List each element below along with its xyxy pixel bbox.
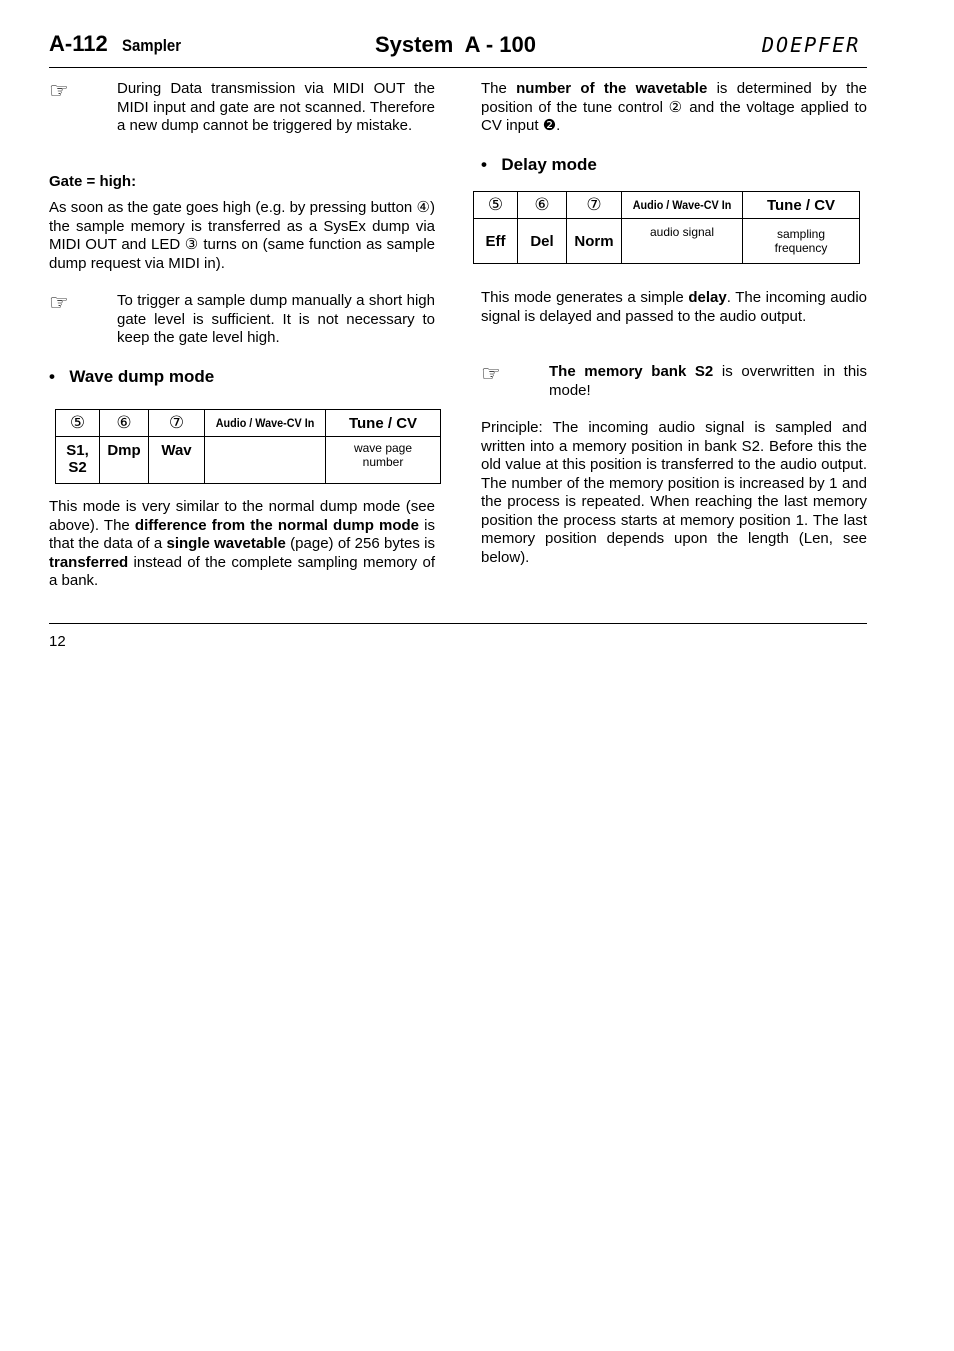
cell-switch5: S1, S2 xyxy=(56,437,100,484)
gate-heading: Gate = high: xyxy=(49,173,137,190)
module-name: Sampler xyxy=(122,36,182,55)
cell-audio xyxy=(205,437,326,484)
brand-logo: DOEPFER xyxy=(762,33,861,57)
note-midi-out: During Data transmission via MIDI OUT the MIDI input and gate are not scanned. Therefore a new dump cannot be triggered by mistake. xyxy=(117,80,435,134)
wave-dump-text: This mode is very similar to the normal dump mode (see above). The difference from the normal dump mode is that the data of a single wavetable (page) of 256 bytes is transferred instead of the complete sampling memory of a bank. xyxy=(49,498,436,589)
header-rule xyxy=(49,67,867,68)
wave-dump-label: Wave dump mode xyxy=(69,367,215,386)
page-number: 12 xyxy=(49,633,66,650)
col-header-7: ⑦ xyxy=(149,410,205,437)
col-header-6: ⑥ xyxy=(518,192,567,219)
col-header-tune: Tune / CV xyxy=(326,410,441,437)
col-header-5: ⑤ xyxy=(474,192,518,219)
bullet-icon: • xyxy=(481,155,487,174)
delay-mode-heading xyxy=(481,155,597,175)
col-header-audio: Audio / Wave-CV In xyxy=(622,192,743,219)
wavetable-intro: The number of the wavetable is determined by the position of the tune control ② and the voltage applied to CV input ❷. xyxy=(481,80,867,134)
cell-tune: sampling frequency xyxy=(743,219,860,264)
col-header-7: ⑦ xyxy=(567,192,622,219)
note-trigger: To trigger a sample dump manually a short high gate level is sufficient. It is not necessary to keep the gate level high. xyxy=(117,292,435,346)
footer-rule xyxy=(49,623,867,624)
cell-switch6: Dmp xyxy=(100,437,149,484)
pointing-hand-icon: ☞ xyxy=(49,78,69,103)
col-header-tune: Tune / CV xyxy=(743,192,860,219)
pointing-hand-icon: ☞ xyxy=(49,290,69,315)
gate-text: As soon as the gate goes high (e.g. by pressing button ④) the sample memory is transferred as a SysEx dump via MIDI OUT and LED ③ turns on (same function as sample dump request via MIDI in). xyxy=(49,199,435,272)
cell-tune: wave page number xyxy=(326,437,441,484)
principle-text: Principle: The incoming audio signal is sampled and written into a memory position in bank S2. Before this the old value at this position is transferred to the audio output. The number of the memory position is increased by 1 and the process is repeated. When reaching the last memory position the process starts at memory position 1. The last memory position depends upon the length (Len, see below). xyxy=(481,419,867,566)
col-header-audio: Audio / Wave-CV In xyxy=(205,410,326,437)
system-title: System A - 100 xyxy=(375,32,537,57)
delay-mode-label: Delay mode xyxy=(501,155,597,174)
cell-audio: audio signal xyxy=(622,219,743,264)
col-header-5: ⑤ xyxy=(56,410,100,437)
module-number: A-112 xyxy=(49,31,108,56)
wave-dump-heading xyxy=(49,367,214,387)
cell-switch7: Norm xyxy=(567,219,622,264)
pointing-hand-icon: ☞ xyxy=(481,361,501,386)
wave-dump-table xyxy=(55,409,441,484)
cell-switch6: Del xyxy=(518,219,567,264)
cell-switch5: Eff xyxy=(474,219,518,264)
note-memory-bank: The memory bank S2 is overwritten in this mode! xyxy=(549,363,867,399)
delay-mode-table xyxy=(473,191,860,264)
col-header-6: ⑥ xyxy=(100,410,149,437)
bullet-icon: • xyxy=(49,367,55,386)
delay-mode-text: This mode generates a simple delay. The incoming audio signal is delayed and passed to the audio output. xyxy=(481,289,867,325)
cell-switch7: Wav xyxy=(149,437,205,484)
